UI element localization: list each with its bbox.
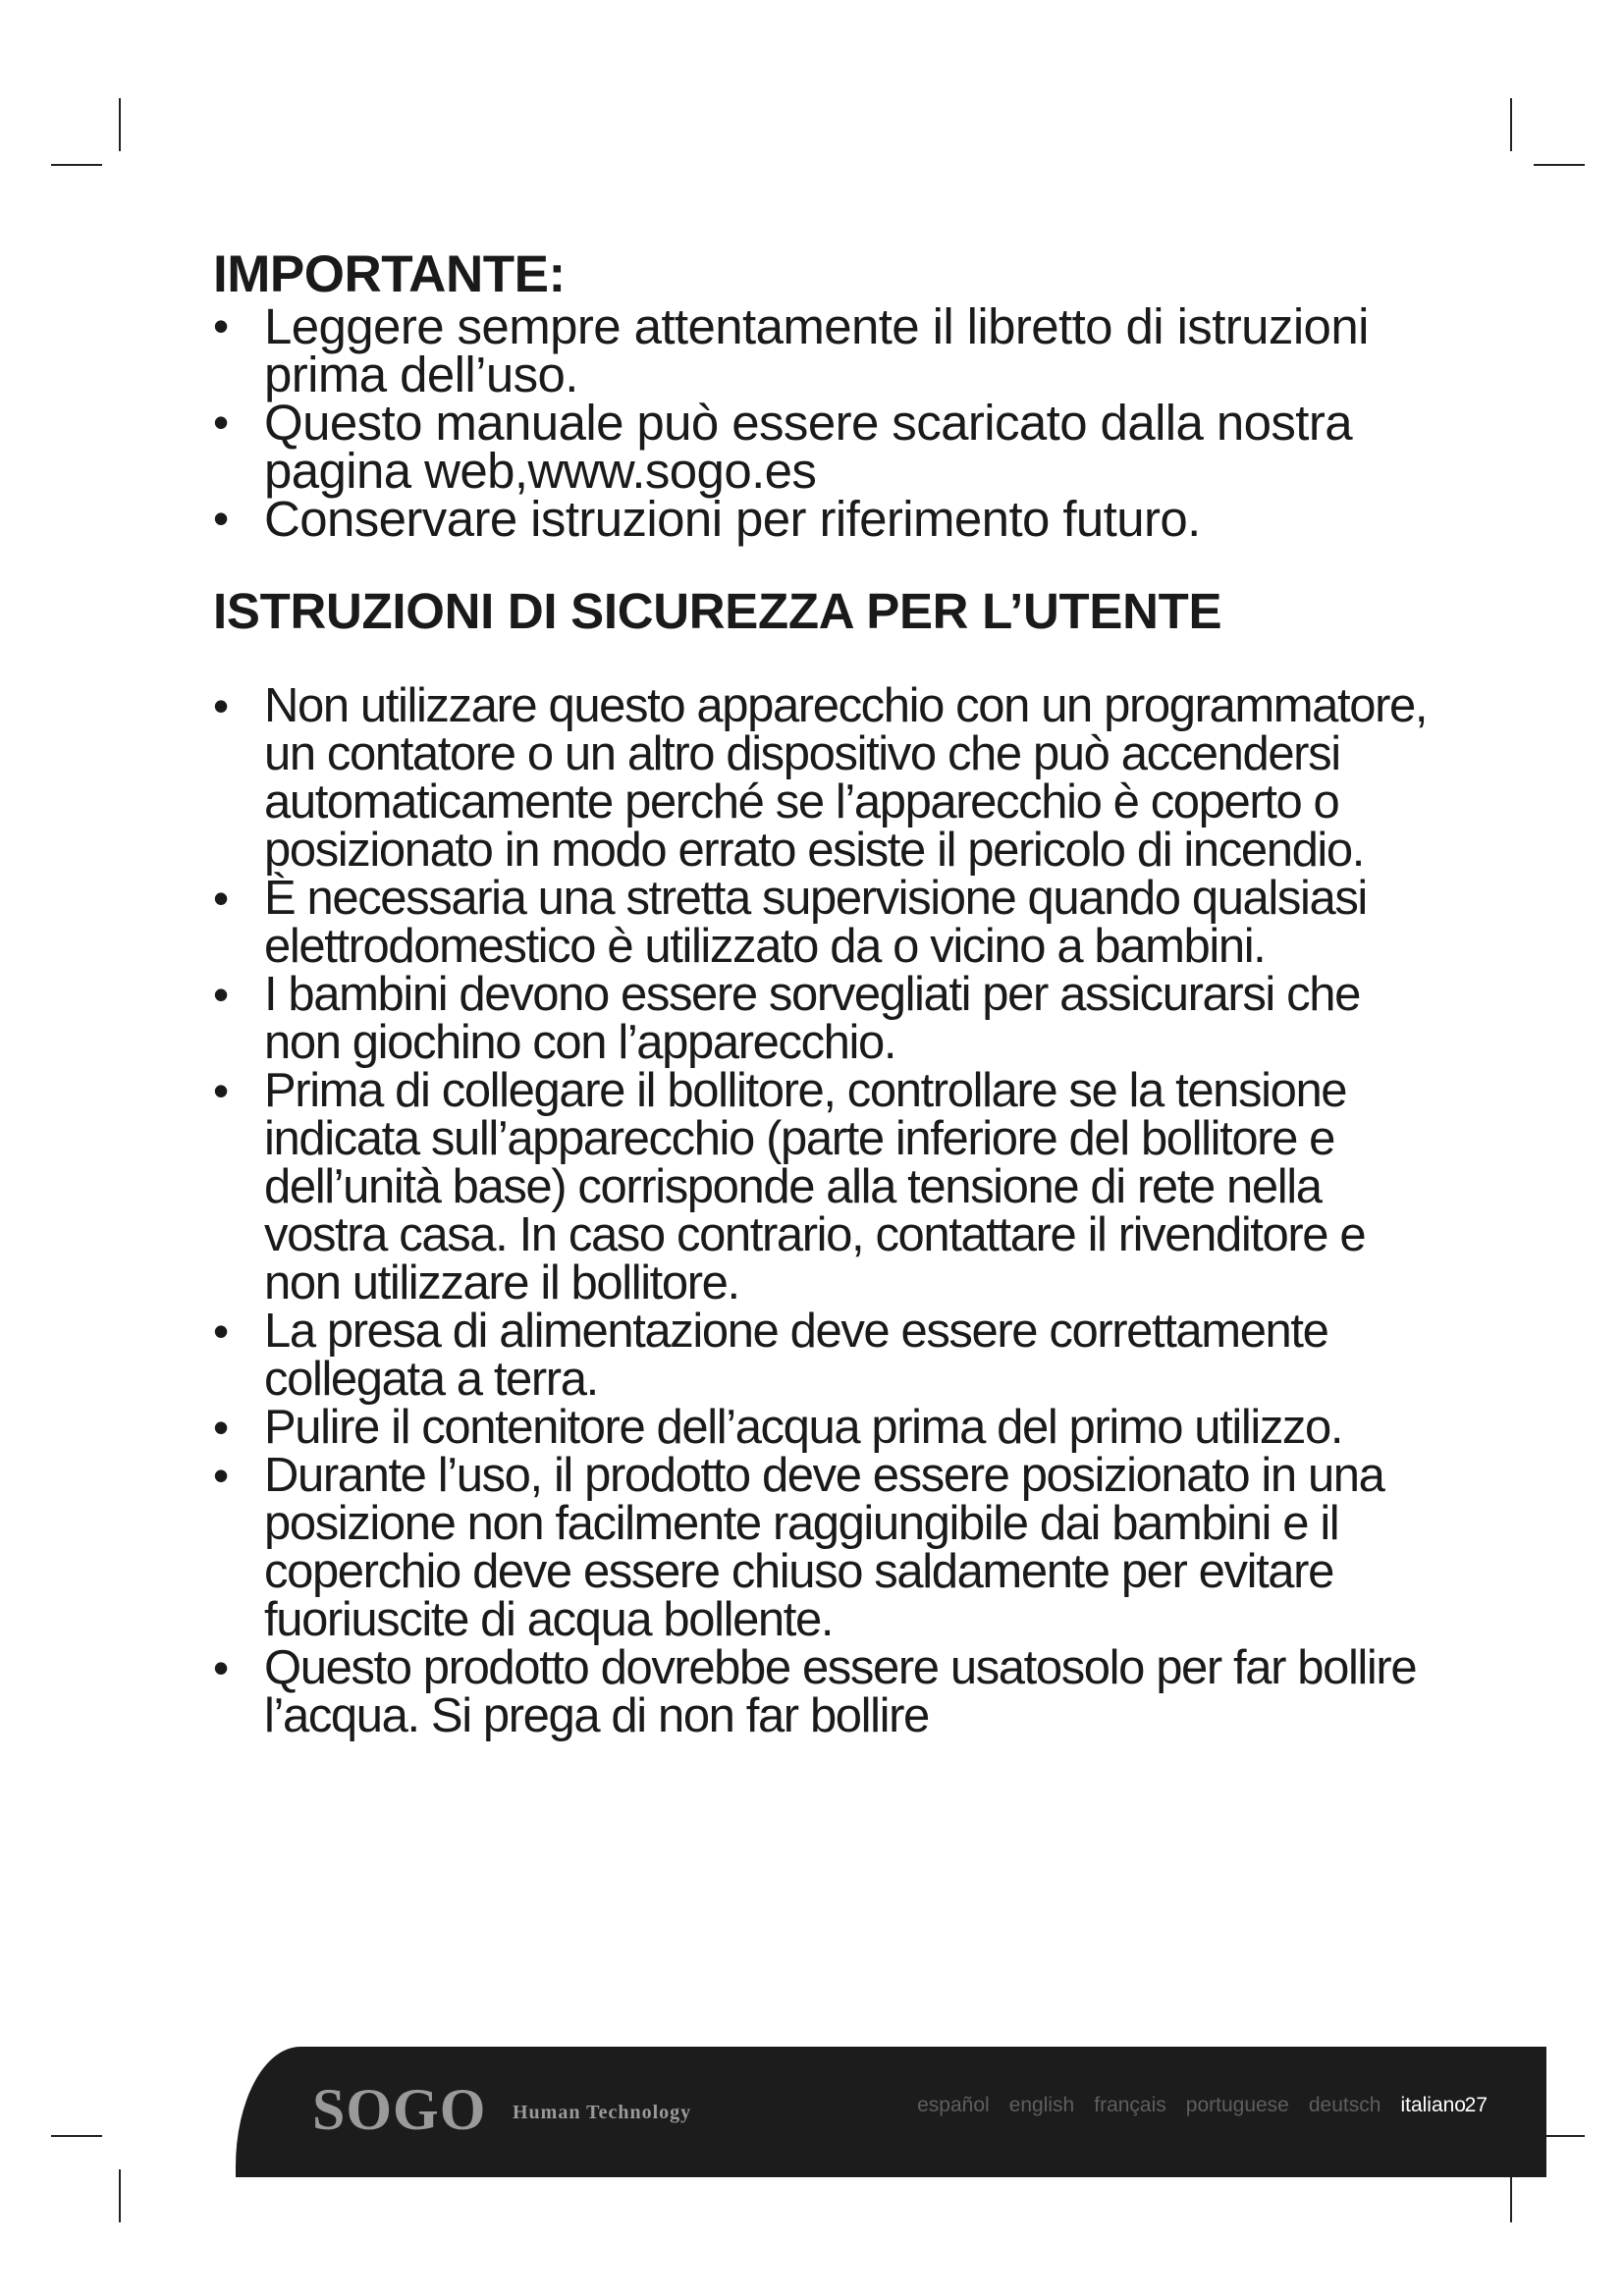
crop-mark [1534, 164, 1585, 166]
crop-mark [1510, 98, 1512, 151]
language-list [917, 2094, 1466, 2117]
safety-heading: ISTRUZIONI DI SICUREZZA PER L’UTENTE [213, 583, 1222, 639]
crop-mark [51, 2135, 102, 2137]
list-item: • I bambini devono essere sorvegliati per assicurarsi che non giochino con l’apparecchio. [213, 971, 1431, 1067]
crop-mark [119, 98, 121, 151]
language-fr: français [1094, 2094, 1166, 2116]
list-item: • Durante l’uso, il prodotto deve essere posizionato in una posizione non facilmente raggiungibile dai bambini e il coperchio deve essere chiuso saldamente per evitare fuoriuscite di acqua bollente. [213, 1452, 1431, 1644]
crop-mark [1510, 2169, 1512, 2222]
list-item: • Leggere sempre attentamente il libretto di istruzioni prima dell’uso. [213, 302, 1431, 399]
page-number: 27 [1464, 2094, 1488, 2116]
language-pt: portuguese [1185, 2094, 1289, 2116]
language-en: english [1008, 2094, 1075, 2116]
sogo-logo: SOGO [312, 2077, 487, 2142]
footer-bar [236, 2047, 1546, 2177]
crop-mark [51, 164, 102, 166]
safety-list [213, 679, 1431, 1742]
list-item: • Pulire il contenitore dell’acqua prima del primo utilizzo. [213, 1404, 1431, 1452]
list-item: • Questo manuale può essere scaricato dalla nostra pagina web,www.sogo.es [213, 399, 1431, 495]
language-it-active: italiano [1400, 2094, 1466, 2116]
list-item: • Prima di collegare il bollitore, controllare se la tensione indicata sull’apparecchio (parte inferiore del bollitore e dell’unità base) corrisponde alla tensione di rete nella vostra casa. In caso contrario, contattare il rivenditore e non utilizzare il bollitore. [213, 1067, 1431, 1308]
list-item: • La presa di alimentazione deve essere correttamente collegata a terra. [213, 1308, 1431, 1404]
list-item: • Questo prodotto dovrebbe essere usatosolo per far bollire l’acqua. Si prega di non far bollire [213, 1644, 1431, 1740]
crop-mark [119, 2169, 121, 2222]
page-content [213, 247, 1431, 1740]
important-heading: IMPORTANTE: [213, 245, 566, 303]
list-item: • È necessaria una stretta supervisione quando qualsiasi elettrodomestico è utilizzato da o vicino a bambini. [213, 875, 1431, 971]
list-item: • Non utilizzare questo apparecchio con un programmatore, un contatore o un altro dispositivo che può accendersi automaticamente perché se l’apparecchio è coperto o posizionato in modo errato esiste il pericolo di incendio. [213, 682, 1431, 875]
important-list [213, 298, 1431, 547]
logo-tagline: Human Technology [513, 2102, 692, 2123]
language-de: deutsch [1308, 2094, 1381, 2116]
language-es: español [917, 2094, 990, 2116]
list-item: • Conservare istruzioni per riferimento futuro. [213, 495, 1431, 543]
